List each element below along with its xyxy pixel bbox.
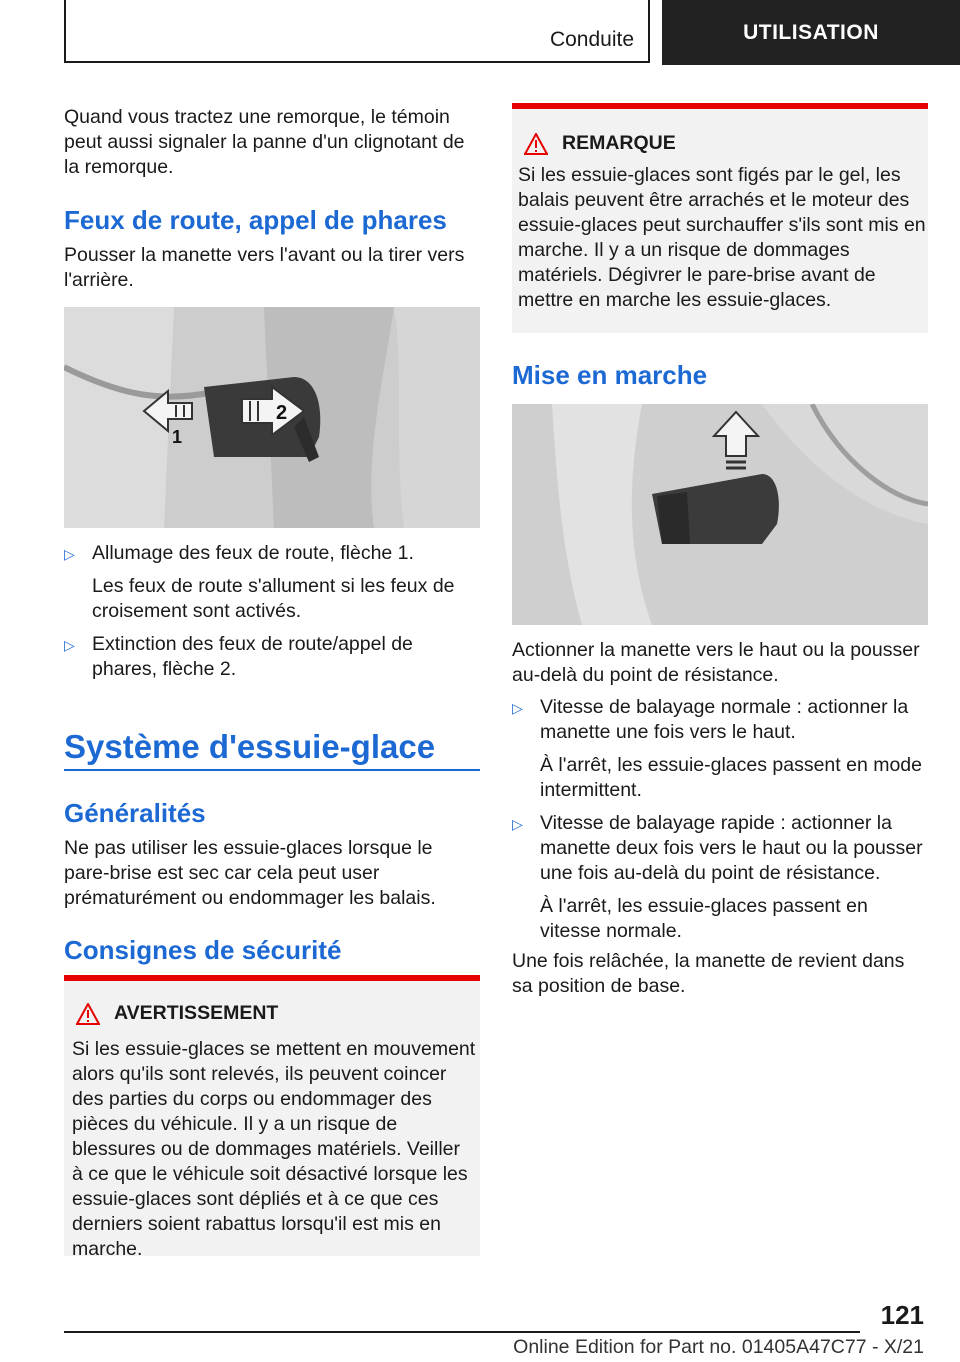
- bullet-triangle-icon: ▷: [512, 816, 523, 832]
- heading-rule: [64, 769, 480, 771]
- list-item-subtext: À l'arrêt, les essuie-glaces passent en mode intermittent.: [540, 754, 923, 801]
- section-title: Conduite: [549, 28, 634, 51]
- safety-heading: Consignes de sécurité: [64, 935, 342, 965]
- warning-text: Si les essuie-glaces se mettent en mouvement alors qu'ils sont relevés, ils peuvent coincer des parties du corps ou endommager des pièces du véhicule. Il y a un risque de blessures ou de dommages matériels. Veiller à ce que le véhicule soit désactivé lorsque les essuie-glaces sont dépliés et à ce que ces derniers soient rabattus lorsqu'il est mis en marche.: [72, 1038, 476, 1260]
- footer-rule: [64, 1331, 860, 1333]
- start-text: Actionner la manette vers le haut ou la pousser au-delà du point de résistance.: [512, 639, 920, 686]
- bullet-triangle-icon: ▷: [512, 700, 523, 716]
- high-beam-text: Pousser la manette vers l'avant ou la tirer vers l'arrière.: [64, 244, 465, 291]
- list-item: [64, 632, 480, 682]
- chapter-title: UTILISATION: [662, 0, 960, 65]
- note-bar: [512, 103, 928, 109]
- list-item-text: Allumage des feux de route, flèche 1.: [92, 542, 414, 564]
- bullet-triangle-icon: ▷: [64, 637, 75, 653]
- list-item-subtext: Les feux de route s'allument si les feux de croisement sont activés.: [92, 575, 455, 622]
- stalk-photo-wiper: [512, 404, 928, 625]
- wiper-system-heading: Système d'essuie-glace: [64, 728, 436, 765]
- note-box: [512, 103, 928, 333]
- high-beam-figure: [64, 307, 480, 528]
- list-item: [512, 811, 928, 944]
- stalk-photo-high-beam: [64, 307, 480, 528]
- bullet-triangle-icon: ▷: [64, 546, 75, 562]
- high-beam-list: [64, 541, 480, 690]
- warning-box: [64, 975, 480, 1260]
- list-item: [512, 695, 928, 803]
- figure-label-2: 2: [276, 402, 288, 424]
- warning-triangle-icon: [524, 133, 548, 155]
- note-text: Si les essuie-glaces sont figés par le gel, les balais peuvent être arrachés et le moteur des essuie-glaces peut surchauffer s'ils sont mis en marche. Il y a un risque de dommages matériels. Dégivrer le pare-brise avant de mettre en marche les essuie-glaces.: [518, 164, 926, 311]
- intro-paragraph: Quand vous tractez une remorque, le témoin peut aussi signaler la panne d'un clignotant de la remorque.: [64, 106, 465, 178]
- release-text: Une fois relâchée, la manette de revient dans sa position de base.: [512, 950, 905, 997]
- note-title: REMARQUE: [562, 132, 676, 154]
- list-item-text: Vitesse de balayage rapide : actionner la manette deux fois vers le haut ou la pousser une fois au-delà du point de résistance.: [540, 812, 923, 884]
- warning-triangle-icon: [76, 1003, 100, 1025]
- list-item-text: Vitesse de balayage normale : actionner la manette une fois vers le haut.: [540, 696, 909, 743]
- warning-title: AVERTISSEMENT: [114, 1002, 279, 1024]
- figure-label-1: 1: [172, 427, 183, 447]
- warning-title-row: [76, 1002, 278, 1025]
- list-item-subtext: À l'arrêt, les essuie-glaces passent en vitesse normale.: [540, 895, 868, 942]
- edition-text: Online Edition for Part no. 01405A47C77 - X/21: [513, 1336, 924, 1358]
- general-text: Ne pas utiliser les essuie-glaces lorsque le pare-brise est sec car cela peut user prématurément ou endommager les balais.: [64, 837, 436, 909]
- note-title-row: [524, 132, 676, 155]
- list-item: [64, 541, 480, 624]
- page-number: 121: [880, 1300, 924, 1330]
- list-item-text: Extinction des feux de route/appel de phares, flèche 2.: [92, 633, 413, 680]
- start-heading: Mise en marche: [512, 360, 708, 390]
- general-heading: Généralités: [64, 798, 206, 828]
- start-list: [512, 695, 928, 952]
- high-beam-heading: Feux de route, appel de phares: [64, 205, 447, 235]
- wiper-figure: [512, 404, 928, 625]
- warning-bar: [64, 975, 480, 981]
